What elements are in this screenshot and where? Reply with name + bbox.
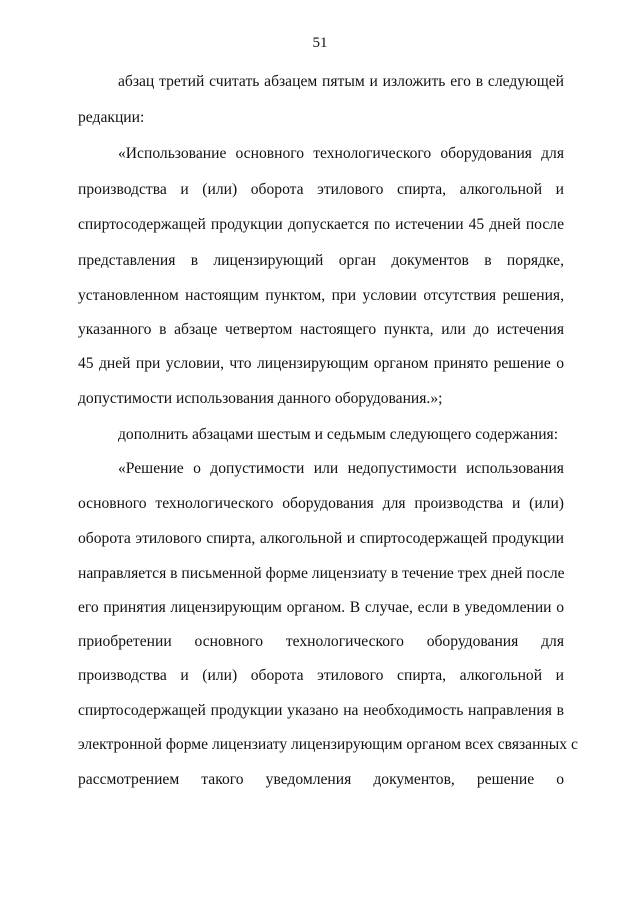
text-line: приобретении основного технологического оборудования для — [78, 633, 564, 650]
text-line: производства и (или) оборота этилового спирта, алкогольной и — [78, 181, 564, 198]
text-line: оборота этилового спирта, алкогольной и спиртосодержащей продукции — [78, 530, 564, 547]
text-line: указанного в абзаце четвертом настоящего пункта, или до истечения — [78, 321, 564, 338]
text-line: основного технологического оборудования для производства и (или) — [78, 495, 564, 512]
text-line: рассмотрением такого уведомления документов, решение о — [78, 771, 564, 788]
text-line: направляется в письменной форме лицензиату в течение трех дней после — [78, 565, 565, 582]
text-line: абзац третий считать абзацем пятым и изложить его в следующей — [118, 73, 564, 90]
text-line: дополнить абзацами шестым и седьмым следующего содержания: — [118, 426, 559, 443]
text-line: представления в лицензирующий орган документов в порядке, — [78, 252, 564, 269]
text-line: производства и (или) оборота этилового спирта, алкогольной и — [78, 667, 564, 684]
text-line: электронной форме лицензиату лицензирующим органом всех связанных с — [78, 736, 578, 753]
text-line: установленном настоящим пунктом, при условии отсутствия решения, — [78, 287, 564, 304]
text-line: его принятия лицензирующим органом. В случае, если в уведомлении о — [78, 599, 564, 616]
text-line: допустимости использования данного оборудования.»; — [78, 390, 443, 407]
text-line: «Использование основного технологического оборудования для — [118, 145, 564, 162]
page-number: 51 — [312, 35, 328, 51]
text-line: спиртосодержащей продукции указано на необходимость направления в — [78, 702, 564, 719]
text-line: 45 дней при условии, что лицензирующим органом принято решение о — [78, 355, 564, 372]
text-line: редакции: — [78, 109, 145, 126]
text-line: «Решение о допустимости или недопустимости использования — [118, 460, 564, 477]
text-line: спиртосодержащей продукции допускается по истечении 45 дней после — [78, 216, 564, 233]
